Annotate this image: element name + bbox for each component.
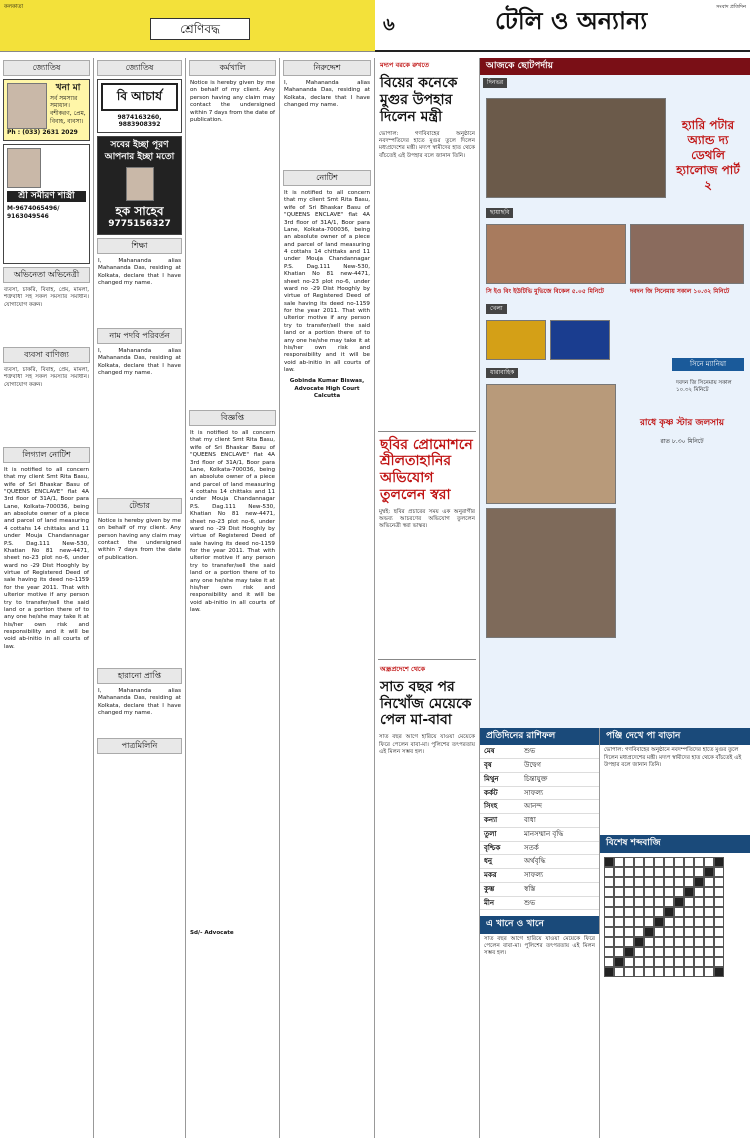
crossword-cell[interactable]	[704, 887, 714, 897]
column-body: I, Mahananda alias Mahananda Das, residing at Kolkata, declare that I have changed my name.	[284, 80, 370, 109]
astrology-ad-2	[3, 144, 90, 264]
panji-section	[600, 728, 750, 1138]
news-body: ভোপাল: গণবিবাহের অনুষ্ঠানে নবদম্পতিদের হাতে মুগুর তুলে দিলেন মধ্যপ্রদেশের মন্ত্রী। মদ্যপ স্বামীদের হাত থেকে বাঁচতেই এই উপহার বলে জানান তিনি।	[379, 130, 475, 159]
crossword-cell[interactable]	[684, 887, 694, 897]
crossword-cell[interactable]	[644, 867, 654, 877]
crossword-cell[interactable]	[664, 907, 674, 917]
horoscope-heading: প্রতিদিনের রাশিফল	[480, 728, 599, 745]
astrology-ad	[3, 79, 90, 141]
crossword-cell[interactable]	[614, 947, 624, 957]
crossword-cell[interactable]	[604, 947, 614, 957]
crossword-cell[interactable]	[684, 867, 694, 877]
crossword-cell[interactable]	[694, 877, 704, 887]
crossword-cell[interactable]	[614, 867, 624, 877]
crossword-cell[interactable]	[654, 957, 664, 967]
column-heading: নিরুদ্দেশ	[283, 60, 371, 76]
sign-prediction: শুভ	[524, 898, 536, 907]
divider	[378, 659, 476, 660]
crossword-cell[interactable]	[714, 957, 724, 967]
crossword-cell[interactable]	[684, 937, 694, 947]
crossword-cell[interactable]	[714, 857, 724, 867]
crossword-cell[interactable]	[614, 887, 624, 897]
crossword-cell[interactable]	[674, 907, 684, 917]
crossword-cell[interactable]	[634, 887, 644, 897]
team-logo	[486, 320, 546, 360]
crossword-cell[interactable]	[614, 917, 624, 927]
divider	[378, 431, 476, 432]
crossword-cell[interactable]	[664, 877, 674, 887]
crossword-cell[interactable]	[684, 957, 694, 967]
crossword-cell[interactable]	[674, 877, 684, 887]
crossword-cell[interactable]	[694, 957, 704, 967]
crossword-cell[interactable]	[634, 927, 644, 937]
column-body: I, Mahananda alias Mahananda Das, residing at Kolkata, declare that I have changed my name.	[98, 257, 181, 286]
crossword-cell[interactable]	[614, 937, 624, 947]
astrologer-photo	[126, 167, 154, 201]
sign-prediction: সাফল্য	[524, 788, 544, 797]
crossword-cell[interactable]	[644, 957, 654, 967]
column-body: I, Mahananda alias Mahananda Das, residing at Kolkata, declare that I have changed my name.	[98, 687, 181, 716]
crossword-cell[interactable]	[694, 887, 704, 897]
sign-name: কর্কট	[484, 788, 498, 797]
signature: Sd/- Advocate	[190, 930, 234, 936]
crossword-cell[interactable]	[674, 897, 684, 907]
column-heading: জ্যোতিষ	[97, 60, 182, 76]
ad-title: সবের ইচ্ছা পূরণ আপনার ইচ্ছা মতো	[104, 140, 175, 162]
crossword-cell[interactable]	[664, 917, 674, 927]
serial-still	[486, 384, 616, 504]
ad-phone: Ph : (033) 2631 2029	[7, 129, 78, 136]
crossword-cell[interactable]	[644, 857, 654, 867]
crossword-cell[interactable]	[674, 967, 684, 977]
crossword-cell[interactable]	[654, 927, 664, 937]
tv-time: দবদন জি সিনেমায় সকাল ১০.৩২ মিনিটে	[630, 288, 730, 295]
horoscope-section	[480, 728, 600, 1138]
crossword-cell[interactable]	[684, 917, 694, 927]
crossword-cell[interactable]	[674, 937, 684, 947]
crossword-cell[interactable]	[704, 897, 714, 907]
column-body: ব্যবসা, চাকরি, বিবাহ, প্রেম, মামলা, শত্রুবাধা সহ সকল সমস্যার সমাধান। যোগাযোগ করুন।	[4, 286, 89, 308]
horoscope-row	[480, 897, 599, 911]
crossword-cell[interactable]	[684, 877, 694, 887]
sign-name: বৃষ	[484, 761, 492, 769]
crossword-cell[interactable]	[604, 907, 614, 917]
crossword-cell[interactable]	[604, 867, 614, 877]
crossword-grid[interactable]	[600, 853, 750, 981]
classified-header	[0, 0, 375, 52]
crossword-cell[interactable]	[644, 917, 654, 927]
crossword-cell[interactable]	[614, 957, 624, 967]
astrology-ad-2	[97, 136, 182, 235]
crossword-cell[interactable]	[664, 897, 674, 907]
movie-title: হ্যারি পটার অ্যান্ড দ্য ডেথলি হ্যালোজ পার্ট ২	[676, 118, 740, 192]
crossword-cell[interactable]	[624, 937, 634, 947]
crossword-cell[interactable]	[694, 917, 704, 927]
crossword-cell[interactable]	[644, 937, 654, 947]
crossword-cell[interactable]	[614, 907, 624, 917]
news-headline: বিয়ের কনেকে মুগুর উপহার দিলেন মন্ত্রী	[380, 75, 458, 125]
news-headline: ছবির প্রোমোশনে শ্রীলতাহানির অভিযোগ তুললেন স্বরা	[380, 436, 473, 503]
horoscope-list	[480, 745, 599, 910]
serial-still	[486, 508, 616, 638]
crossword-cell[interactable]	[644, 887, 654, 897]
local-heading: এ খানে ও খানে	[480, 916, 599, 933]
crossword-cell[interactable]	[704, 917, 714, 927]
crossword-cell[interactable]	[624, 867, 634, 877]
sign-name: মীন	[484, 898, 495, 907]
crossword-cell[interactable]	[644, 897, 654, 907]
crossword-cell[interactable]	[604, 917, 614, 927]
crossword-cell[interactable]	[634, 857, 644, 867]
sign-prediction: স্বস্তি	[524, 884, 536, 893]
local-body: সাত বছর আগে হারিয়ে যাওয়া মেয়েকে ফিরে পেলেন বাবা-মা। পুলিশের তৎপরতায় এই মিলন সম্ভব হল।	[484, 935, 595, 957]
ad-name: হক সাহেব	[115, 203, 164, 218]
sign-name: ধনু	[484, 857, 493, 866]
crossword-cell[interactable]	[604, 857, 614, 867]
column-body: Notice is hereby given by me on behalf of my client. Any person having any claim may contact the undersigned within 7 days from the date of publication.	[98, 517, 181, 561]
column-astrology-1	[0, 58, 94, 1138]
crossword-cell[interactable]	[694, 897, 704, 907]
sign-name: মকর	[484, 871, 497, 879]
movie-still	[630, 224, 744, 284]
crossword-cell[interactable]	[624, 957, 634, 967]
astrologer-photo	[7, 148, 41, 188]
crossword-cell[interactable]	[714, 937, 724, 947]
sign-name: বৃশ্চিক	[484, 843, 501, 852]
column-heading: অভিনেতা অভিনেত্রী	[3, 267, 90, 283]
serial-time: রাত ৮.৩০ মিনিটে	[660, 438, 704, 445]
notice-signer: Gobinda Kumar Biswas, Advocate High Court Calcutta	[289, 378, 365, 400]
column-missing	[280, 58, 375, 1138]
crossword-cell[interactable]	[634, 967, 644, 977]
crossword-cell[interactable]	[654, 907, 664, 917]
crossword-cell[interactable]	[674, 857, 684, 867]
crossword-cell[interactable]	[704, 877, 714, 887]
crossword-cell[interactable]	[624, 917, 634, 927]
notice-body: It is notified to all concern that my client Smt Rita Basu, wife of Sri Bhaskar Basu of "QUEENS ENCLAVE" flat 4A 3rd floor of 31A/1, Boor para Lane, Kolkata-700036, being an absolute owner of a piece and parcel of land measuring 4 cottahs 14 chittaks and 11 under Mouja Chandannagar P.S. Dag.111 New-530, Khatian No 81 new-4471, sheet no-23 plot no-6, under ward no -29 Dist Hooghly by virtue of Registered Deed of sale having its deed no-1159 for the year 2011. That with ulterior motive if any person try to transfer/sell the said land or a portion there of to any one he/she may take it at his/her own risk and responsibility and it will be void ab-initio in all courts of law.	[284, 190, 370, 373]
news-kicker: অন্ধ্রপ্রদেশে থেকে	[380, 664, 426, 673]
tv-bar: আজকে ছোটপর্দায়	[480, 58, 750, 75]
sign-prediction: চিন্তাযুক্ত	[524, 774, 548, 783]
crossword-cell[interactable]	[624, 877, 634, 887]
column-body: ব্যবসা, চাকরি, বিবাহ, প্রেম, মামলা, শত্রুবাধা সহ সকল সমস্যার সমাধান। যোগাযোগ করুন।	[4, 366, 89, 388]
horoscope-row	[480, 787, 599, 801]
crossword-cell[interactable]	[624, 907, 634, 917]
crossword-cell[interactable]	[704, 907, 714, 917]
column-heading: নাম পদবি পরিবর্তন	[97, 328, 182, 344]
column-heading: কর্মখালি	[189, 60, 276, 76]
sign-prediction: উদ্বেগ	[524, 761, 542, 769]
crossword-cell[interactable]	[604, 927, 614, 937]
crossword-cell[interactable]	[654, 937, 664, 947]
crossword-cell[interactable]	[654, 967, 664, 977]
crossword-cell[interactable]	[694, 927, 704, 937]
crossword-cell[interactable]	[644, 907, 654, 917]
column-body: Notice is hereby given by me on behalf of my client. Any person having any claim may contact the undersigned within 7 days from the date of publication.	[190, 80, 275, 123]
serial-title: রাধে কৃষ্ণ স্টার জলসায়	[639, 418, 725, 428]
crossword-cell[interactable]	[654, 897, 664, 907]
column-heading: টেন্ডার	[97, 498, 182, 514]
crossword-cell[interactable]	[654, 887, 664, 897]
ad-name: বি আচার্য	[101, 83, 178, 111]
crossword-cell[interactable]	[684, 927, 694, 937]
crossword-cell[interactable]	[624, 947, 634, 957]
tag: ছায়াছবি	[486, 208, 513, 218]
crossword-cell[interactable]	[694, 967, 704, 977]
crossword-cell[interactable]	[714, 897, 724, 907]
section-title: শ্রেণিবদ্ধ	[150, 18, 250, 40]
horoscope-row	[480, 869, 599, 883]
ad-phone: 9775156327	[108, 219, 171, 230]
crossword-cell[interactable]	[604, 877, 614, 887]
crossword-cell[interactable]	[624, 857, 634, 867]
horoscope-row	[480, 745, 599, 759]
column-heading: হারানো প্রাপ্তি	[97, 668, 182, 684]
crossword-cell[interactable]	[714, 917, 724, 927]
ad-phone: M-9674065496/ 9163049546	[7, 205, 60, 221]
column-heading: নোটিশ	[283, 170, 371, 186]
crossword-cell[interactable]	[664, 857, 674, 867]
news-body: সাত বছর আগে হারিয়ে যাওয়া মেয়েকে ফিরে পেলেন বাবা-মা। পুলিশের তৎপরতায় এই মিলন সম্ভব হল।	[379, 734, 475, 755]
crossword-cell[interactable]	[704, 867, 714, 877]
header-meta: সংবাদ প্রতিদিন	[716, 4, 746, 10]
crossword-cell[interactable]	[674, 867, 684, 877]
column-body: It is notified to all concern that my client Smt Rita Basu, wife of Sri Bhaskar Basu of "QUEENS ENCLAVE" flat 4A 3rd floor of 31A/1, Boor para Lane, Kolkata-700036, being an absolute owner of a piece and parcel of land measuring 4 cottahs 14 chittaks and 11 under Mouja Chandannagar P.S. Dag.111 New-530, Khatian No 81 new-4471, sheet no-23 plot no-6, under ward no -29 Dist Hooghly by virtue of Registered Deed of sale having its deed no-1159 for the year 2011. That with ulterior motive if any person try to transfer/sell the said land or a portion there of to any one he/she may take it at his/her own risk and responsibility and it will be void ab-initio in all courts of law.	[190, 430, 275, 613]
crossword-cell[interactable]	[624, 967, 634, 977]
movie-still	[486, 98, 666, 198]
crossword-cell[interactable]	[714, 967, 724, 977]
news-headline: সাত বছর পর নিখোঁজ মেয়েকে পেল মা-বাবা	[380, 678, 472, 729]
horoscope-row	[480, 759, 599, 773]
tag: দিনভর	[483, 78, 507, 88]
crossword-cell[interactable]	[714, 927, 724, 937]
tag: ধারাবাহিক	[486, 368, 518, 378]
crossword-cell[interactable]	[714, 947, 724, 957]
crossword-cell[interactable]	[694, 907, 704, 917]
crossword-cell[interactable]	[614, 967, 624, 977]
crossword-cell[interactable]	[664, 927, 674, 937]
crossword-cell[interactable]	[624, 927, 634, 937]
tv-time: সি ইও বিং ইউটিভি মুভিজে বিকেল ৫.০৫ মিনিটে	[486, 288, 604, 295]
news-column	[375, 58, 480, 1138]
crossword-cell[interactable]	[604, 897, 614, 907]
crossword-cell[interactable]	[714, 907, 724, 917]
crossword-cell[interactable]	[644, 877, 654, 887]
page-number: ৬	[383, 14, 395, 35]
crossword-cell[interactable]	[694, 937, 704, 947]
page-title: টেলি ও অন্যান্য	[495, 7, 648, 35]
column-heading: বিজ্ঞপ্তি	[189, 410, 276, 426]
crossword-cell[interactable]	[714, 867, 724, 877]
crossword-cell[interactable]	[664, 947, 674, 957]
crossword-cell[interactable]	[674, 947, 684, 957]
horoscope-row	[480, 855, 599, 869]
crossword-cell[interactable]	[654, 947, 664, 957]
movie-still	[486, 224, 626, 284]
crossword-cell[interactable]	[664, 937, 674, 947]
sign-prediction: আনন্দ	[524, 802, 542, 811]
ad-phone: 9874163260, 9883908392	[117, 113, 162, 129]
crossword-cell[interactable]	[684, 857, 694, 867]
ad-name: খনা মা	[55, 83, 81, 93]
crossword-cell[interactable]	[704, 857, 714, 867]
crossword-cell[interactable]	[714, 877, 724, 887]
astrologer-photo	[7, 83, 47, 129]
sign-name: সিংহ	[484, 802, 498, 811]
column-heading: লিগ্যাল নোটিশ	[3, 447, 90, 463]
crossword-cell[interactable]	[694, 947, 704, 957]
crossword-cell[interactable]	[704, 957, 714, 967]
crossword-cell[interactable]	[634, 897, 644, 907]
crossword-cell[interactable]	[644, 947, 654, 957]
crossword-cell[interactable]	[704, 937, 714, 947]
horoscope-row	[480, 814, 599, 828]
crossword-cell[interactable]	[634, 917, 644, 927]
column-astrology-2	[94, 58, 186, 1138]
crossword-cell[interactable]	[664, 957, 674, 967]
crossword-cell[interactable]	[614, 927, 624, 937]
crossword-cell[interactable]	[664, 867, 674, 877]
horoscope-row	[480, 883, 599, 897]
crossword-cell[interactable]	[674, 917, 684, 927]
crossword-cell[interactable]	[624, 897, 634, 907]
crossword-cell[interactable]	[714, 887, 724, 897]
crossword-cell[interactable]	[704, 947, 714, 957]
column-heading: পাত্রমিলিনি	[97, 738, 182, 754]
sign-name: মেষ	[484, 747, 495, 756]
sign-name: তুলা	[484, 829, 497, 838]
crossword-cell[interactable]	[694, 857, 704, 867]
sign-name: কুম্ভ	[484, 884, 495, 893]
sign-prediction: বাধা	[524, 816, 536, 824]
crossword-cell[interactable]	[694, 867, 704, 877]
crossword-cell[interactable]	[684, 907, 694, 917]
column-jobs	[186, 58, 280, 1138]
crossword-heading: বিশেষ শব্দবাজি	[600, 835, 750, 852]
crossword-cell[interactable]	[664, 887, 674, 897]
team-logo	[550, 320, 610, 360]
crossword-cell[interactable]	[654, 867, 664, 877]
schedule-list: দবদন জি সিনেমায় সকাল ১০.৩২ মিনিটে	[676, 380, 732, 394]
crossword-cell[interactable]	[684, 897, 694, 907]
crossword-cell[interactable]	[634, 957, 644, 967]
crossword-cell[interactable]	[604, 937, 614, 947]
crossword-cell[interactable]	[684, 947, 694, 957]
crossword-cell[interactable]	[614, 897, 624, 907]
cine-mania-heading: সিনে ম্যানিয়া	[672, 358, 744, 371]
horoscope-row	[480, 828, 599, 842]
crossword-cell[interactable]	[674, 887, 684, 897]
column-heading: জ্যোতিষ	[3, 60, 90, 76]
column-heading: ব্যবসা বাণিজ্য	[3, 347, 90, 363]
crossword-cell[interactable]	[604, 967, 614, 977]
news-body: মুম্বই: ছবির প্রচারের সময় এক অনুরাগীর অভব্য আচরণের অভিযোগ তুললেন অভিনেত্রী স্বরা ভাস্কর।	[379, 508, 475, 530]
sign-name: মিথুন	[484, 774, 499, 783]
column-heading: শিক্ষা	[97, 238, 182, 254]
crossword-cell[interactable]	[634, 877, 644, 887]
crossword-cell[interactable]	[644, 927, 654, 937]
crossword-cell[interactable]	[654, 917, 664, 927]
sign-prediction: মানসম্মান বৃদ্ধি	[524, 829, 564, 838]
crossword-cell[interactable]	[634, 907, 644, 917]
sign-prediction: শুভ	[524, 747, 536, 756]
crossword-cell[interactable]	[674, 927, 684, 937]
crossword-cell[interactable]	[674, 957, 684, 967]
tele-header	[375, 0, 750, 52]
news-kicker: মদ্যপ বরকে রুখতে	[380, 61, 429, 69]
panji-heading: পঞ্জি দেখে পা বাড়ান	[600, 728, 750, 745]
panji-body: ভোপাল: গণবিবাহের অনুষ্ঠানে নবদম্পতিদের হাতে মুগুর তুলে দিলেন মধ্যপ্রদেশের মন্ত্রী। মদ্যপ স্বামীদের হাত থেকে বাঁচতেই এই উপহার বলে জানান তিনি।	[604, 747, 742, 769]
header-date: কলকাতা	[4, 4, 24, 10]
sign-prediction: সতর্ক	[524, 843, 539, 852]
column-body: I, Mahananda alias Mahananda Das, residing at Kolkata, declare that I have changed my name.	[98, 347, 181, 376]
crossword-cell[interactable]	[704, 927, 714, 937]
crossword-cell[interactable]	[614, 877, 624, 887]
astrology-ad	[97, 79, 182, 133]
sign-prediction: অর্থবৃদ্ধি	[524, 857, 546, 866]
horoscope-row	[480, 842, 599, 856]
tv-section	[480, 58, 750, 728]
horoscope-row	[480, 800, 599, 814]
crossword-cell[interactable]	[634, 867, 644, 877]
crossword-cell[interactable]	[644, 967, 654, 977]
crossword-cell[interactable]	[614, 857, 624, 867]
crossword-cell[interactable]	[684, 967, 694, 977]
crossword-cell[interactable]	[604, 887, 614, 897]
crossword-cell[interactable]	[634, 937, 644, 947]
crossword-cell[interactable]	[654, 877, 664, 887]
column-body: It is notified to all concern that my client Smt Rita Basu, wife of Sri Bhaskar Basu of "QUEENS ENCLAVE" flat 4A 3rd floor of 31A/1, Boor para Lane, Kolkata-700036, being an absolute owner of a piece and parcel of land measuring 4 cottahs 14 chittaks and 11 under Mouja Chandannagar P.S. Dag.111 New-530, Khatian No 81 new-4471, sheet no-23 plot no-6, under ward no -29 Dist Hooghly by virtue of Registered Deed of sale having its deed no-1159 for the year 2011. That with ulterior motive if any person try to transfer/sell the said land or a portion there of to any one he/she may take it at his/her own risk and responsibility and it will be void ab-initio in all courts of law.	[4, 466, 89, 650]
ad-text: সর্ব সমস্যার সমাধান। বশীকরণ, প্রেম, বিবাহ, ব্যবসা।	[50, 94, 86, 126]
crossword-cell[interactable]	[664, 967, 674, 977]
sign-prediction: সাফল্য	[524, 871, 544, 879]
sign-name: কন্যা	[484, 816, 498, 824]
ad-name: শ্রী সমীরণ শাস্ত্রী	[7, 191, 86, 203]
crossword-cell[interactable]	[634, 947, 644, 957]
tag: খেলা	[486, 304, 507, 314]
horoscope-row	[480, 773, 599, 787]
crossword-cell[interactable]	[624, 887, 634, 897]
crossword-cell[interactable]	[604, 957, 614, 967]
crossword-cell[interactable]	[704, 967, 714, 977]
crossword-cell[interactable]	[654, 857, 664, 867]
